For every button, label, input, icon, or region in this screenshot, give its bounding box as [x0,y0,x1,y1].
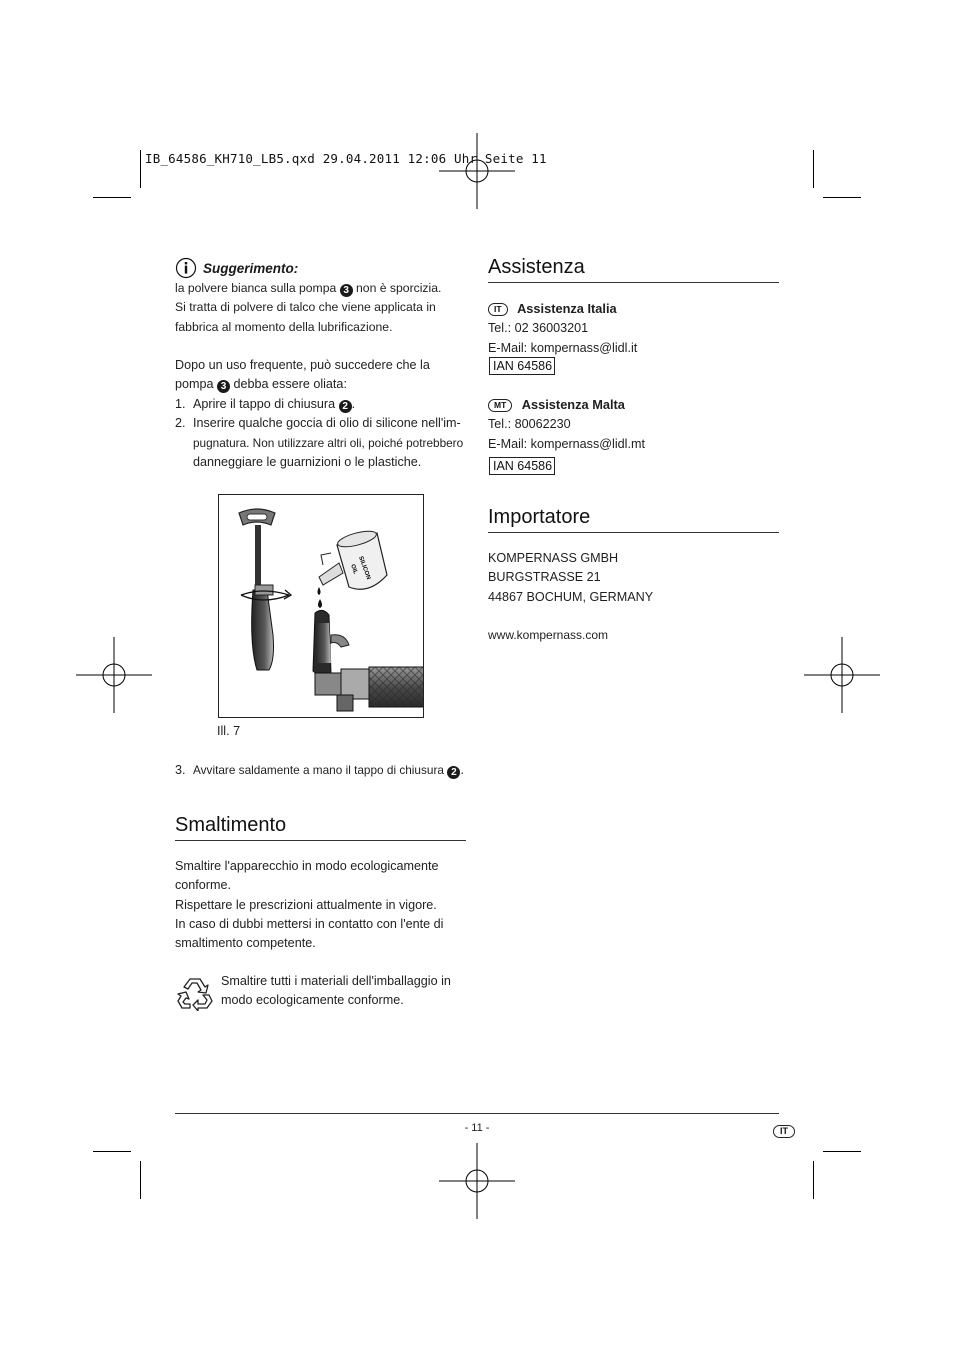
step-punct: . [460,763,464,777]
step-item-2 [175,414,475,472]
assistenza-italia-tel: Tel.: 02 36003201 [488,321,589,336]
illustration-frame [218,494,424,718]
section-rule [488,282,779,283]
step-item-3 [175,761,475,780]
recycle-line-1: Smaltire tutti i materiali dell'imballaggio in [221,974,451,988]
tip-line-1-start: la polvere bianca sulla pompa [175,281,337,295]
recycle-icon [176,975,214,1011]
step-text-line-3: danneggiare le guarnizioni o le plastiche. [193,454,422,469]
footer-rule [175,1113,779,1114]
registration-mark-top [439,133,515,209]
smaltimento-p1-line-1: Smaltire l'apparecchio in modo ecologicamente [175,859,439,873]
oiling-illustration [219,495,423,717]
importatore-website: www.kompernass.com [488,628,609,642]
section-title-assistenza: Assistenza [488,256,585,278]
smaltimento-text [175,857,475,953]
oil-intro-line-1: Dopo un uso frequente, può succedere che la [175,358,430,372]
importatore-line-3: 44867 BOCHUM, GERMANY [488,589,654,604]
importatore-address [488,549,778,607]
oil-intro [175,356,475,395]
registration-mark-right [804,637,880,713]
oil-intro-line-2-start: pompa [175,377,214,392]
part-number-badge: 3 [217,380,230,393]
importatore-line-1: KOMPERNASS GMBH [488,551,619,565]
language-badge-label: IT [773,1125,795,1138]
step-number: 1. [175,397,186,411]
tip-heading-row [175,257,475,279]
tip-line-2: Si tratta di polvere di talco che viene applicata in [175,300,436,315]
step-item-1 [175,395,475,414]
registration-mark-bottom [439,1143,515,1219]
section-rule [488,532,779,533]
assistenza-italia-email: E-Mail: kompernass@lidl.it [488,340,638,355]
part-number-badge: 2 [447,766,460,779]
part-number-badge: 3 [340,284,353,297]
smaltimento-p3-line-2: smaltimento competente. [175,936,316,951]
assistenza-italia-heading: Assistenza Italia [517,301,617,316]
registration-mark-left [76,637,152,713]
recycle-line-2: modo ecologicamente conforme. [221,993,404,1008]
smaltimento-p2: Rispettare le prescrizioni attualmente in vigore. [175,897,437,912]
step-number: 3. [175,763,186,777]
assistenza-italia-heading-row [488,299,778,319]
assistenza-italia [488,299,778,358]
step-text-line-2: pugnatura. Non utilizzare altri oli, poiché potrebbero [193,435,464,450]
section-title-smaltimento: Smaltimento [175,814,287,836]
oil-intro-line-2 [175,375,475,394]
assistenza-malta [488,395,778,454]
tip-line-3: fabbrica al momento della lubrificazione. [175,319,393,334]
language-badge [773,1122,795,1140]
step-punct: . [351,397,356,411]
step-text: Aprire il tappo di chiusura [193,397,336,411]
oil-can-label-2: OIL [349,563,359,576]
smaltimento-p3-line-1: In caso di dubbi mettersi in contatto con l'ente di [175,916,444,931]
step-text: Avvitare saldamente a mano il tappo di chiusura [193,763,444,777]
recycle-text [221,972,471,1011]
country-badge-mt: MT [488,399,512,412]
step-number: 2. [175,416,186,431]
figure-caption: Ill. 7 [217,724,241,738]
assistenza-malta-tel: Tel.: 80062230 [488,417,571,432]
smaltimento-p1-line-2: conforme. [175,878,231,893]
tip-block [175,257,475,337]
section-title-importatore: Importatore [488,506,591,528]
steps-list-3 [175,761,475,780]
importatore-line-2: BURGSTRASSE 21 [488,570,601,585]
info-icon [175,257,197,279]
step-text-line-1: Inserire qualche goccia di olio di silicone nell'im- [193,416,461,431]
steps-list-1-2 [175,395,475,472]
ian-box-malta: IAN 64586 [489,457,555,475]
assistenza-malta-email: E-Mail: kompernass@lidl.mt [488,436,645,451]
tip-line-1 [175,279,475,298]
country-badge-it: IT [488,303,508,316]
part-number-badge: 2 [339,400,352,413]
oil-intro-line-2-end: debba essere oliata: [233,377,347,392]
tip-line-1-end: non è sporcizia. [356,281,442,295]
section-rule [175,840,466,841]
ian-box-italia: IAN 64586 [489,357,555,375]
assistenza-malta-heading-row [488,395,778,415]
oil-can-label: SILICON [357,555,372,581]
page-number: - 11 - [464,1122,490,1134]
tip-heading: Suggerimento: [203,261,299,276]
print-slug: IB_64586_KH710_LB5.qxd 29.04.2011 12:06 Uhr Seite 11 [145,151,547,166]
assistenza-malta-heading: Assistenza Malta [521,397,625,412]
